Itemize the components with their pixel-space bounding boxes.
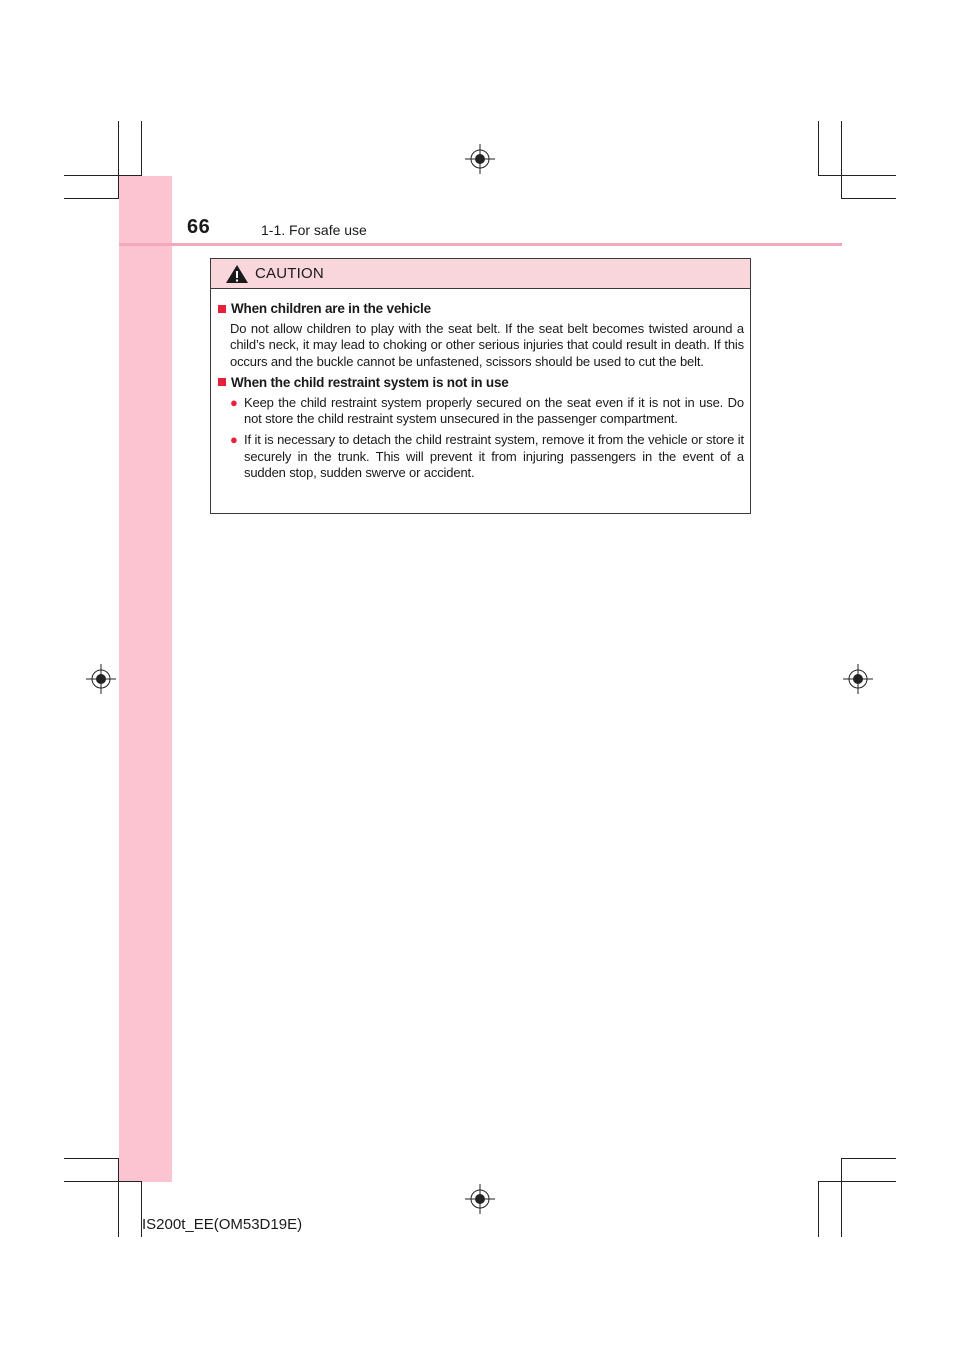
list-item [217,432,744,481]
crop-mark [841,198,896,199]
side-color-band [119,176,172,1182]
crop-mark [118,1158,119,1237]
list-item [217,395,744,428]
registration-mark-icon [465,144,495,174]
section-title: 1-1. For safe use [261,222,367,238]
caution-header [211,259,750,289]
crop-mark [64,1158,119,1159]
section-heading-text: When the child restraint system is not in use [231,374,509,390]
section-heading [217,375,744,390]
list-item-text: If it is necessary to detach the child restraint system, remove it from the vehicle or store it securely in the trunk. This will prevent it from injuring passengers in the event of a sudden stop, sudden swerve or accident. [244,432,744,481]
circle-bullet-icon: ● [230,394,238,410]
crop-mark [818,1181,819,1237]
circle-bullet-icon: ● [230,432,238,448]
caution-label: CAUTION [255,265,324,282]
section-paragraph: Do not allow children to play with the seat belt. If the seat belt becomes twisted around a child’s neck, it may lead to choking or other serious injuries that could result in death. If this occurs and the buckle cannot be unfastened, scissors should be used to cut the belt. [230,321,744,369]
warning-triangle-icon [225,264,249,284]
crop-mark [141,121,142,176]
crop-mark [64,1181,142,1182]
registration-mark-icon [465,1184,495,1214]
header-rule [119,243,842,246]
crop-mark [64,198,119,199]
crop-mark [818,1181,896,1182]
crop-mark [841,1158,896,1159]
crop-mark [64,175,142,176]
page-number: 66 [187,216,211,238]
square-bullet-icon [218,305,226,313]
list-item-text: Keep the child restraint system properly secured on the seat even if it is not in use. Do not store the child restraint system unsecured in the passenger compartment. [244,394,744,427]
crop-mark [841,121,842,199]
section-heading-text: When children are in the vehicle [231,301,431,316]
square-bullet-icon [218,378,226,386]
section-heading [217,301,744,316]
crop-mark [118,121,119,199]
crop-mark [818,121,819,176]
registration-mark-icon [843,664,873,694]
registration-mark-icon [86,664,116,694]
manual-code: IS200t_EE(OM53D19E) [142,1216,303,1233]
crop-mark [818,175,896,176]
crop-mark [841,1158,842,1237]
caution-body [211,289,750,481]
caution-box [210,258,751,514]
